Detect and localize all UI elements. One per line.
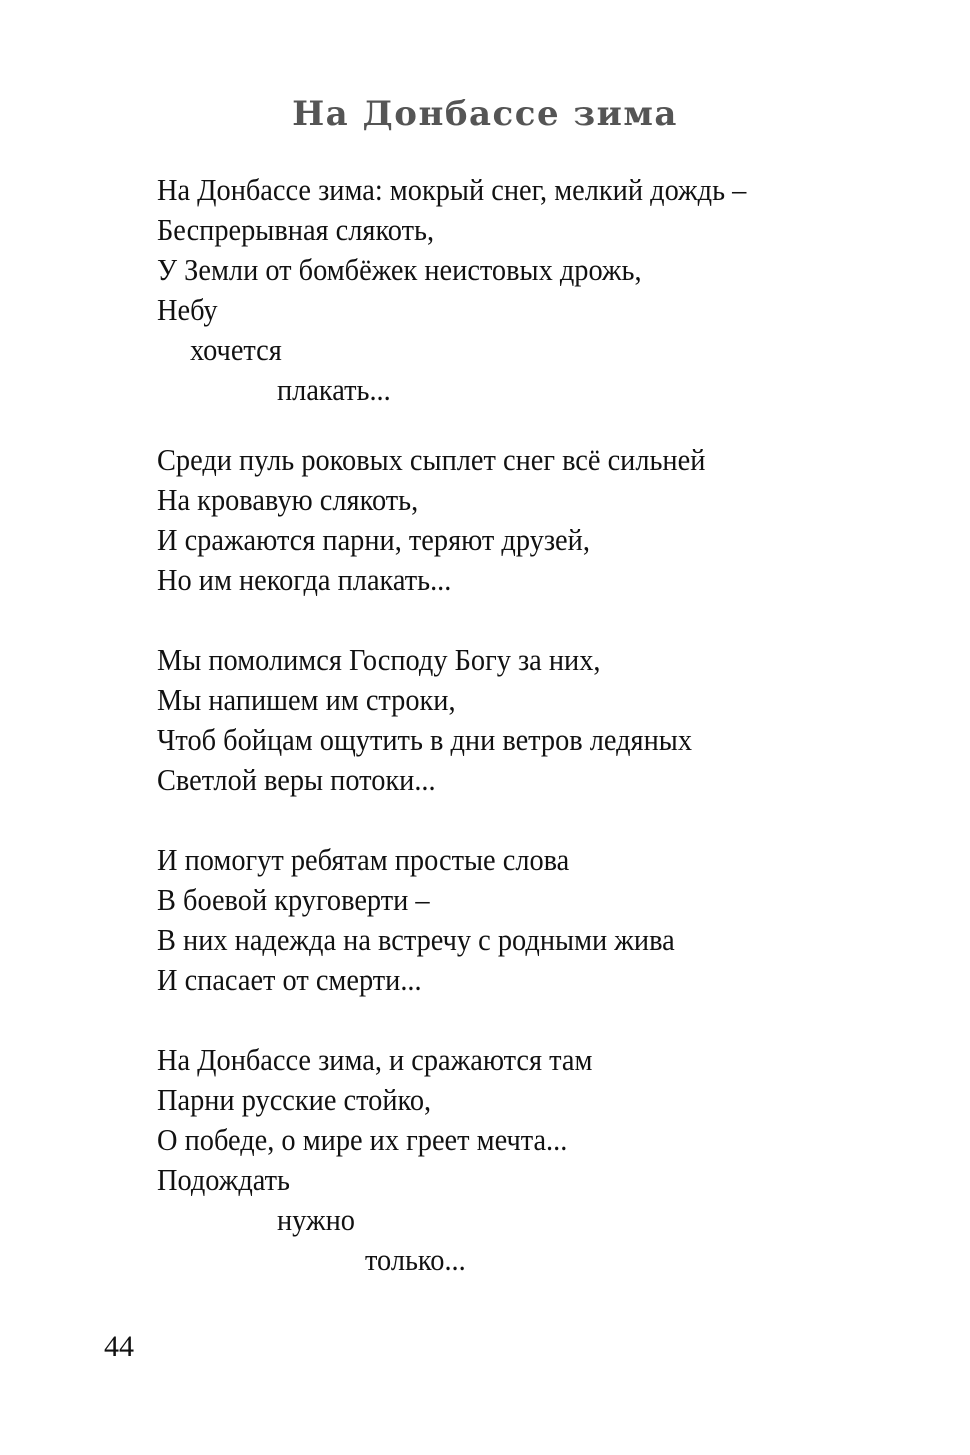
poem-line: только... xyxy=(365,1243,466,1277)
poem-line: У Земли от бомбёжек неистовых дрожь, xyxy=(157,253,642,287)
poem-line: Чтоб бойцам ощутить в дни ветров ледяных xyxy=(157,723,693,757)
poem-line: На кровавую слякоть, xyxy=(157,483,419,517)
poem-line: хочется xyxy=(190,333,282,367)
poem-line: В боевой круговерти – xyxy=(157,883,430,917)
poem-line: В них надежда на встречу с родными жива xyxy=(157,923,675,957)
poem-line: нужно xyxy=(277,1203,355,1237)
page-number: 44 xyxy=(104,1330,134,1363)
poem-line: Среди пуль роковых сыплет снег всё сильней xyxy=(157,443,706,477)
poem-line: И спасает от смерти... xyxy=(157,963,422,997)
poem-line: Светлой веры потоки... xyxy=(157,763,436,797)
poem-line: И помогут ребятам простые слова xyxy=(157,843,570,877)
poem-line: На Донбассе зима, и сражаются там xyxy=(157,1043,593,1077)
poem-line: О победе, о мире их греет мечта... xyxy=(157,1123,568,1157)
poem-line: Мы помолимся Господу Богу за них, xyxy=(157,643,601,677)
poem-line: Парни русские стойко, xyxy=(157,1083,432,1117)
poem-line: И сражаются парни, теряют друзей, xyxy=(157,523,590,557)
poem-line: Беспрерывная слякоть, xyxy=(157,213,435,247)
poem-line: Мы напишем им строки, xyxy=(157,683,456,717)
poem-line: На Донбассе зима: мокрый снег, мелкий дождь – xyxy=(157,173,747,207)
poem-line: Подождать xyxy=(157,1163,290,1197)
poem-line: плакать... xyxy=(277,373,391,407)
poem-line: Но им некогда плакать... xyxy=(157,563,452,597)
poem-title: На Донбассе зима xyxy=(292,94,678,134)
poem-line: Небу xyxy=(157,293,218,327)
